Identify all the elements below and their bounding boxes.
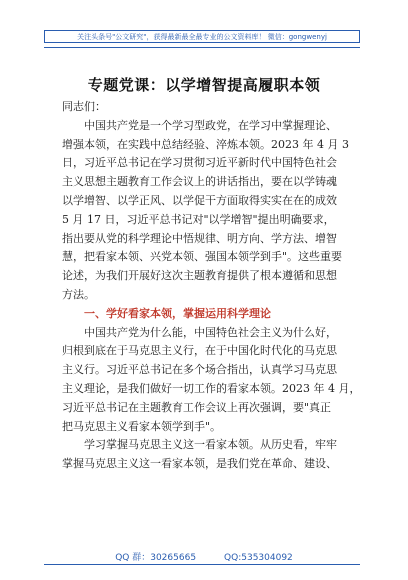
header-divider [44, 47, 360, 48]
section-heading: 一、学好看家本领，掌握运用科学理论 [84, 306, 271, 320]
paragraph-line: 主义思想主题教育工作会议上的讲话指出，要在以学铸魂 [62, 175, 337, 189]
footer-qq-group: QQ 群：30265665 [115, 553, 197, 563]
paragraph-line: 习近平总书记在主题教育工作会议上再次强调，要"真正 [62, 400, 332, 414]
paragraph-line: 指出要从党的科学理论中悟规律、明方向、学方法、增智 [62, 231, 337, 245]
paragraph-line: 主义行。习近平总书记在多个场合指出，认真学习马克思 [62, 363, 337, 377]
paragraph-line: 论述，为我们开展好这次主题教育提供了根本遵循和思想 [62, 269, 337, 283]
header-banner [44, 30, 360, 43]
paragraph-line: 日，习近平总书记在学习贯彻习近平新时代中国特色社会 [62, 156, 337, 170]
footer-contact [0, 550, 408, 563]
footer-qq: QQ:535304092 [224, 553, 293, 563]
paragraph-line: 学习掌握马克思主义这一看家本领。从历史看，牢牢 [84, 438, 337, 452]
footer-divider [44, 564, 360, 565]
paragraph-line: 同志们： [62, 100, 106, 113]
paragraph-line: 中国共产党是一个学习型政党，在学习中掌握理论、 [84, 118, 337, 132]
paragraph-line: 慧，把看家本领、兴党本领、强国本领学到手"。这些重要 [62, 250, 343, 264]
paragraph-line: 增强本领，在实践中总结经验、淬炼本领。2023 年 4 月 3 [62, 137, 349, 151]
paragraph-line: 归根到底在于马克思主义行，在于中国化时代化的马克思 [62, 344, 337, 358]
paragraph-line: 把马克思主义看家本领学到手"。 [62, 419, 222, 433]
paragraph-line: 中国共产党为什么能，中国特色社会主义为什么好， [84, 325, 337, 339]
paragraph-line: 5 月 17 日，习近平总书记对"以学增智"提出明确要求， [62, 212, 335, 226]
paragraph-line: 以学增智、以学正风、以学促干方面取得实实在在的成效 [62, 193, 337, 207]
paragraph-line: 主义理论，是我们做好一切工作的看家本领。2023 年 4 月， [62, 381, 361, 395]
document-body [62, 98, 361, 474]
document-title: 专题党课：以学增智提高履职本领 [87, 76, 321, 94]
paragraph-line: 掌握马克思主义这一看家本领，是我们党在革命、建设、 [62, 457, 337, 471]
paragraph-line: 方法。 [62, 287, 95, 301]
header-banner-text: 关注头条号"公文研究"，获得最新最全最专业的公文资料库！ 微信：gongwenyj [77, 32, 327, 41]
